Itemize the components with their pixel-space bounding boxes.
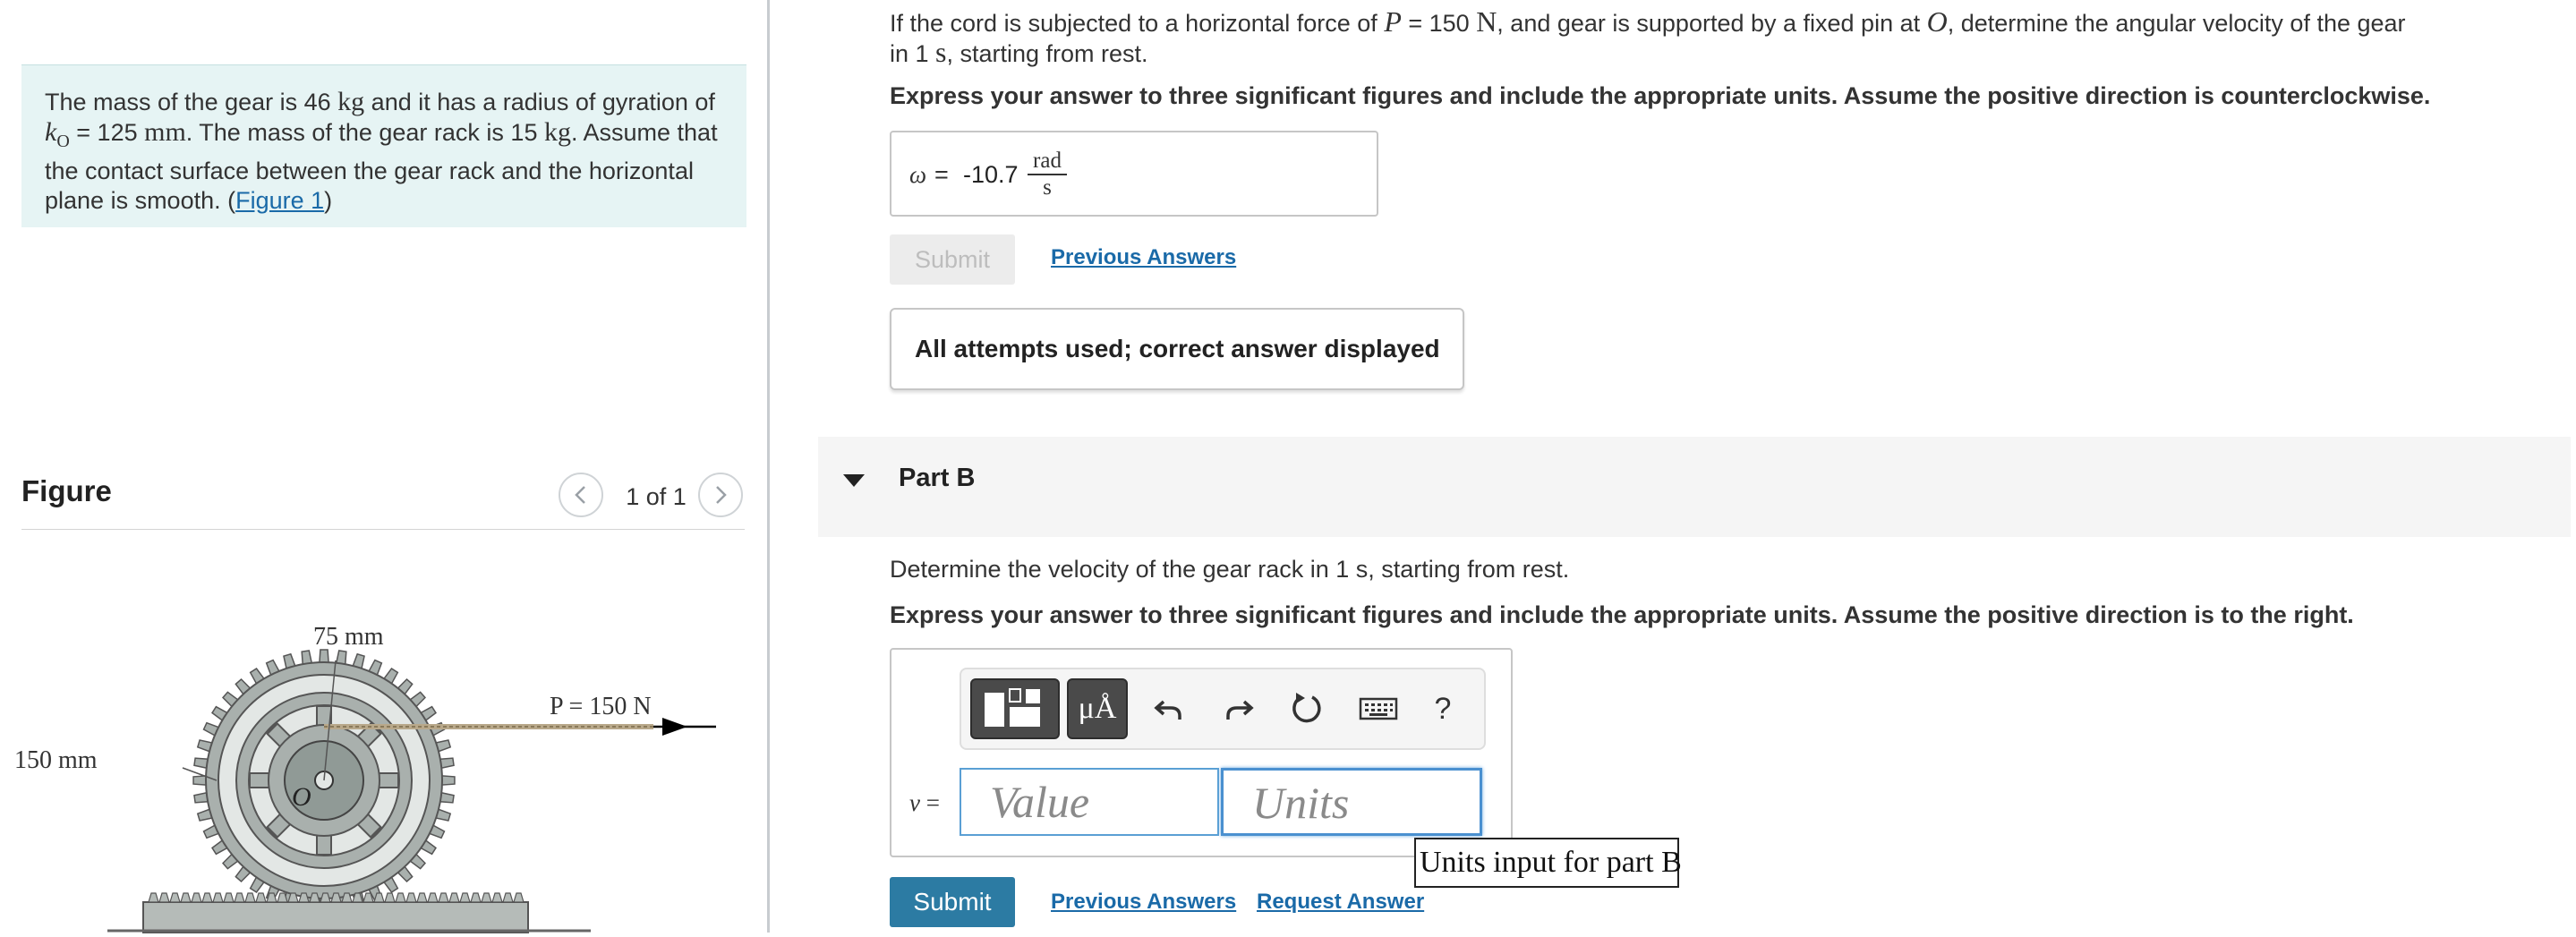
rack-tooth [202, 893, 212, 902]
part-b-title: Part B [899, 464, 976, 492]
templates-icon [972, 680, 1058, 737]
units-tooltip: Units input for part B [1414, 838, 1679, 888]
left-panel [0, 0, 770, 933]
value-input[interactable]: Value [960, 768, 1219, 836]
rack-tooth [385, 893, 395, 902]
chevron-left-icon [572, 484, 590, 506]
part-b-instruction: Express your answer to three significant figures and include the appropriate units. Assume the positive direction is to the right. [890, 601, 2354, 628]
reset-button[interactable] [1287, 689, 1326, 728]
problem-text: The mass of the gear is 46 [45, 89, 338, 115]
rack-tooth [471, 893, 481, 902]
undo-icon [1153, 693, 1185, 725]
templates-button[interactable] [970, 678, 1060, 739]
part-b-answer-box [890, 648, 1513, 857]
part-b-question: Determine the velocity of the gear rack in 1 s, starting from rest. [890, 556, 1570, 583]
rack-tooth [245, 893, 255, 902]
unit-N: N [1476, 5, 1497, 38]
collapse-caret-icon[interactable] [843, 474, 865, 487]
units-input[interactable]: Units [1221, 768, 1482, 836]
rack-tooth [417, 893, 427, 902]
rack-tooth [514, 893, 524, 902]
part-a-previous-answers-link[interactable]: Previous Answers [1051, 245, 1237, 269]
rack-tooth [224, 893, 234, 902]
part-b-header[interactable] [818, 437, 2571, 537]
unit-denominator: s [1043, 175, 1052, 200]
var-O: O [1926, 5, 1948, 38]
question-text: = 150 [1401, 10, 1477, 37]
rack-tooth [235, 893, 244, 902]
equals-sign: = [934, 161, 949, 188]
dim-75mm-label: 75 mm [313, 623, 384, 651]
part-a-answer-box [890, 131, 1378, 217]
question-text: If the cord is subjected to a horizontal force of [890, 10, 1385, 37]
part-a-submit-button[interactable]: Submit [890, 234, 1015, 285]
rack-tooth [406, 893, 416, 902]
dim-150mm-label: 150 mm [14, 746, 98, 774]
request-answer-link[interactable]: Request Answer [1257, 890, 1425, 914]
part-b-previous-answers-link[interactable]: Previous Answers [1051, 890, 1237, 914]
k-symbol: $k_O$ [45, 117, 70, 151]
units-button[interactable]: μÅ [1067, 678, 1128, 739]
v-label: v = [909, 789, 940, 816]
undo-button[interactable] [1149, 689, 1189, 728]
rack-teeth [149, 893, 524, 902]
redo-icon [1223, 693, 1255, 725]
figure-title: Figure [21, 474, 112, 507]
question-text: , determine the angular velocity of the gear in 1 [890, 10, 2406, 67]
next-figure-button[interactable] [698, 473, 743, 517]
var-P: P [1384, 5, 1402, 38]
problem-text: ) [324, 187, 333, 214]
unit-kg: kg [337, 87, 365, 116]
unit-mm: mm [144, 117, 186, 147]
part-a-answer-value: -10.7 [963, 161, 1019, 188]
right-panel [770, 0, 2576, 933]
unit-numerator: rad [1028, 149, 1067, 175]
rack-tooth [213, 893, 223, 902]
figure-counter: 1 of 1 [626, 483, 687, 510]
chevron-right-icon [712, 484, 729, 506]
redo-button[interactable] [1219, 689, 1258, 728]
problem-statement [21, 64, 746, 227]
part-a-answer-units [1028, 149, 1067, 200]
question-text: , and gear is supported by a fixed pin at [1497, 10, 1927, 37]
help-button[interactable]: ? [1434, 691, 1452, 726]
figure-image [14, 618, 698, 933]
rack-tooth [492, 893, 502, 902]
rack-tooth [439, 893, 448, 902]
rack-tooth [503, 893, 513, 902]
problem-text: = 125 [69, 119, 145, 146]
rack-tooth [149, 893, 158, 902]
problem-text: . The mass of the gear rack is 15 [185, 119, 544, 146]
rack-tooth [449, 893, 459, 902]
math-toolbar [960, 668, 1486, 750]
rack-tooth [428, 893, 438, 902]
pin-label: O [292, 782, 311, 812]
rack-tooth [170, 893, 180, 902]
gear-rack-diagram [14, 618, 698, 933]
part-b-submit-button[interactable]: Submit [890, 877, 1015, 927]
force-label: P = 150 N [550, 693, 652, 720]
reset-icon [1289, 691, 1325, 727]
unit-kg: kg [543, 117, 571, 147]
rack-tooth [460, 893, 470, 902]
part-a-question [890, 7, 2411, 68]
part-a-instruction: Express your answer to three significant figures and include the appropriate units. Assume the positive direction is counterclockwise. [890, 82, 2431, 109]
rack-tooth [396, 893, 405, 902]
keyboard-icon [1359, 695, 1398, 722]
omega-symbol: ω [909, 161, 927, 188]
figure-link[interactable]: Figure 1 [235, 187, 325, 214]
figure-header [21, 465, 745, 530]
unit-s: s [935, 36, 947, 68]
keyboard-button[interactable] [1353, 689, 1403, 728]
attempts-status: All attempts used; correct answer displayed [890, 308, 1464, 390]
rack-tooth [256, 893, 266, 902]
rack-tooth [159, 893, 169, 902]
problem-text: . Assume that the contact surface between the gear rack and the horizontal plane is smooth. ( [45, 119, 718, 214]
question-text: , starting from rest. [946, 40, 1148, 67]
previous-figure-button[interactable] [559, 473, 603, 517]
rack-tooth [181, 893, 191, 902]
problem-text: and it has a radius of gyration of [364, 89, 715, 115]
rack-tooth [192, 893, 201, 902]
rack-tooth [482, 893, 491, 902]
